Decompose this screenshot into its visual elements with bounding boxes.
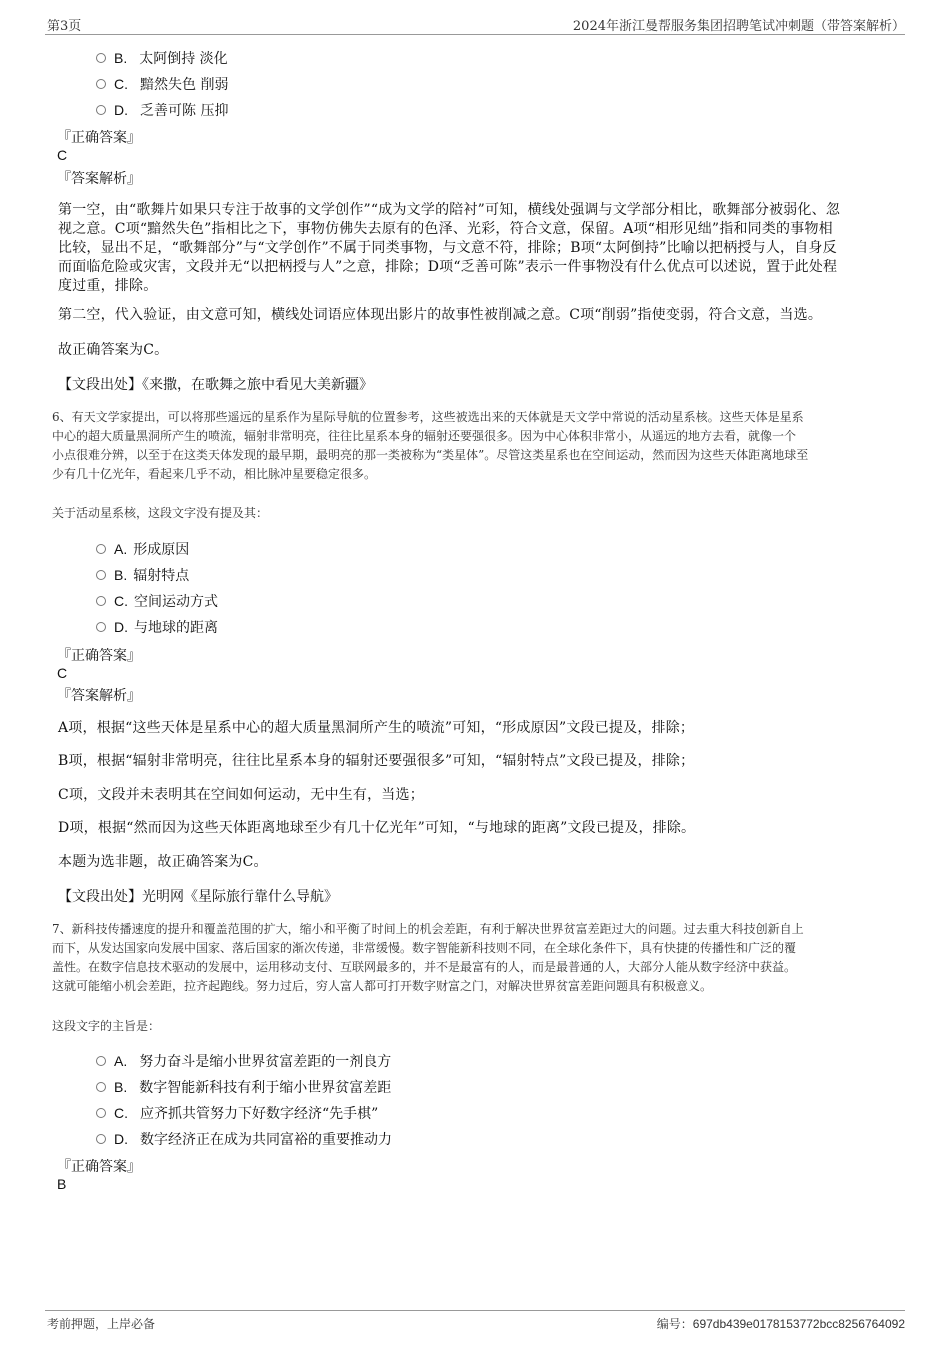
q5-answer-label: 『正确答案』 [57, 130, 141, 146]
radio-icon[interactable] [96, 1108, 106, 1118]
q5-analysis-p2: 第二空，代入验证，由文意可知，横线处词语应体现出影片的故事性被削减之意。C项“削弱”指使变弱，符合文意，当选。 [58, 307, 823, 323]
q5-source: 【文段出处】《来撒，在歌舞之旅中看见大美新疆》 [58, 377, 373, 393]
radio-icon[interactable] [96, 1134, 106, 1144]
q6-analysis-d: D项，根据“然而因为这些天体距离地球至少有几十亿光年”可知，“与地球的距离”文段已提及，排除。 [58, 820, 696, 836]
q7-answer-label: 『正确答案』 [57, 1159, 141, 1175]
q6-analysis-a: A项，根据“这些天体是星系中心的超大质量黑洞所产生的喷流”可知，“形成原因”文段已提及，排除； [58, 720, 695, 736]
q6-option-b[interactable]: B. 辐射特点 [96, 565, 189, 585]
q6-answer-label: 『正确答案』 [57, 648, 141, 664]
header-rule [45, 34, 905, 35]
radio-icon[interactable] [96, 570, 106, 580]
q5-option-c[interactable]: C. 黯然失色 削弱 [96, 74, 228, 94]
q5-option-d[interactable]: D. 乏善可陈 压抑 [96, 100, 228, 120]
q6-analysis-label: 『答案解析』 [57, 688, 141, 704]
q6-prompt: 关于活动星系核，这段文字没有提及其： [52, 506, 269, 520]
q7-question: 7、新科技传播速度的提升和覆盖范围的扩大，缩小和平衡了时间上的机会差距，有利于解决世界贫富差距过大的问题。过去重大科技创新自上 而下，从发达国家向发展中国家、落后国家的渐次传递，非常缓慢。数字智能新科技则不同，在全球化条件下，具有快捷的传播性和广泛的覆 盖性。在数字信息技术驱动的发展中，运用移动支付、互联网最多的，并不是最富有的人，而是最普通的人，大部分人能从数字经济中获益。 这就可能缩小机会差距，拉齐起跑线。努力过后，穷人富人都可打开数字财富之门，对解决世界贫富差距问题具有积极意义。 [52, 922, 804, 993]
q7-option-b[interactable]: B. 数字智能新科技有利于缩小世界贫富差距 [96, 1077, 391, 1097]
radio-icon[interactable] [96, 1082, 106, 1092]
radio-icon[interactable] [96, 105, 106, 115]
page-number: 第3页 [47, 19, 82, 34]
footer-slogan: 考前押题，上岸必备 [47, 1317, 156, 1331]
q5-analysis-label: 『答案解析』 [57, 171, 141, 187]
q7-option-a[interactable]: A. 努力奋斗是缩小世界贫富差距的一剂良方 [96, 1051, 391, 1071]
q7-prompt: 这段文字的主旨是： [52, 1019, 161, 1033]
q5-analysis-p1: 第一空，由“歌舞片如果只专注于故事的文学创作”“成为文学的陪衬”可知，横线处强调与文学部分相比，歌舞部分被弱化、忽 视之意。C项“黯然失色”指相比之下，事物仿佛失去原有的色泽、光彩，符合文意，保留。A项“相形见绌”指和同类的事物相 比较，显出不足，“歌舞部分”与“文学创作”不属于同类事物，与文意不符，排除；B项“太阿倒持”比喻以把柄授与人，自身反 而面临危险或灾害，文段并无“以把柄授与人”之意，排除；D项“乏善可陈”表示一件事物没有什么优点可以述说，置于此处程 度过重，排除。 [58, 202, 841, 294]
footer-rule [45, 1310, 905, 1311]
q6-analysis-c: C项，文段并未表明其在空间如何运动，无中生有，当选； [58, 787, 424, 803]
q5-answer: C [57, 147, 68, 163]
q6-option-c[interactable]: C. 空间运动方式 [96, 591, 218, 611]
q7-option-c[interactable]: C. 应齐抓共管努力下好数字经济“先手棋” [96, 1103, 378, 1123]
footer-serial: 编号：697db439e0178153772bcc8256764092 [656, 1317, 905, 1331]
q6-analysis-conclusion: 本题为选非题，故正确答案为C。 [58, 854, 268, 870]
q6-question: 6、有天文学家提出，可以将那些遥远的星系作为星际导航的位置参考，这些被选出来的天体就是天文学中常说的活动星系核。这些天体是星系 中心的超大质量黑洞所产生的喷流，辐射非常明亮，往往比星系本身的辐射还要强很多。因为中心体积非常小，从遥远的地方去看，就像一个 小点很难分辨，以至于在这类天体发现的最早期，最明亮的那一类被称为“类星体”。尽管这类星系也在空间运动，然而因为这些天体距离地球至 少有几十亿光年，看起来几乎不动，相比脉冲星要稳定很多。 [52, 410, 809, 481]
q6-option-a[interactable]: A. 形成原因 [96, 539, 189, 559]
q6-option-d[interactable]: D. 与地球的距离 [96, 617, 218, 637]
radio-icon[interactable] [96, 79, 106, 89]
radio-icon[interactable] [96, 53, 106, 63]
q7-answer: B [57, 1176, 67, 1192]
radio-icon[interactable] [96, 1056, 106, 1066]
radio-icon[interactable] [96, 596, 106, 606]
q6-answer: C [57, 665, 68, 681]
radio-icon[interactable] [96, 544, 106, 554]
q5-option-b[interactable]: B. 太阿倒持 淡化 [96, 48, 228, 68]
document-title: 2024年浙江曼帮服务集团招聘笔试冲刺题（带答案解析） [572, 19, 905, 34]
radio-icon[interactable] [96, 622, 106, 632]
q5-analysis-p3: 故正确答案为C。 [58, 342, 169, 358]
q6-analysis-b: B项，根据“辐射非常明亮，往往比星系本身的辐射还要强很多”可知，“辐射特点”文段已提及，排除； [58, 753, 695, 769]
q6-source: 【文段出处】光明网《星际旅行靠什么导航》 [58, 889, 338, 905]
q7-option-d[interactable]: D. 数字经济正在成为共同富裕的重要推动力 [96, 1129, 392, 1149]
